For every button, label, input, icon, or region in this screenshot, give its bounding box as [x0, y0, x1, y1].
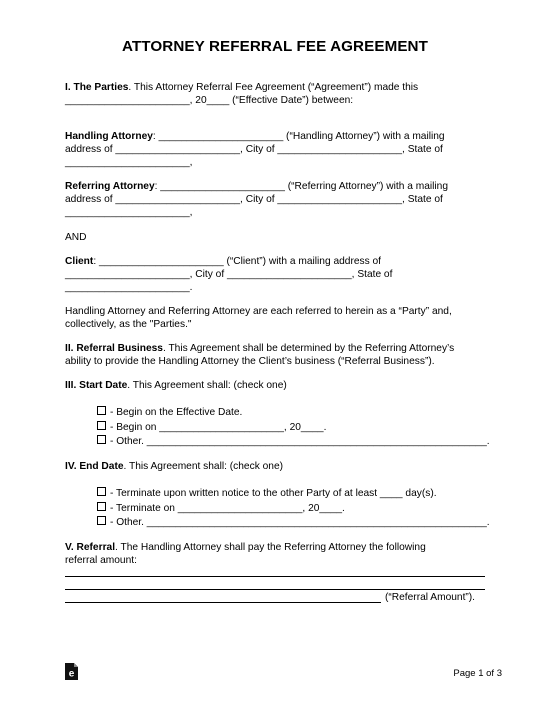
parties-text: . This Attorney Referral Fee Agreement (“Agreement”) made this [128, 82, 419, 93]
collective-line-1: Handling Attorney and Referring Attorney are each referred to herein as a “Party” and, [65, 306, 452, 317]
referring-label: Referring Attorney [65, 181, 155, 192]
end-option-3 [97, 516, 490, 530]
end-option-1 [97, 487, 437, 501]
referral-business-line-1 [65, 343, 495, 356]
start-option-3 [97, 435, 490, 449]
collective-line-2: collectively, as the "Parties." [65, 319, 192, 330]
checkbox[interactable] [97, 421, 106, 430]
end-date-line [65, 461, 495, 474]
referring-text: : ______________________ (“Referring Attorney”) with a mailing [154, 181, 448, 192]
eforms-logo-icon [65, 663, 78, 680]
parties-line-1 [65, 82, 495, 95]
svg-text:e: e [68, 668, 75, 680]
parties-line-2: ______________________, 20____ (“Effective Date”) between: [65, 95, 354, 106]
end-option-label: - Terminate on ______________________, 20____. [110, 503, 345, 514]
checkbox[interactable] [97, 435, 106, 444]
handling-line-2: address of ______________________, City of ______________________, State of [65, 144, 443, 155]
parties-heading: I. The Parties [65, 82, 129, 93]
referral-text: . The Handling Attorney shall pay the Referring Attorney the following [115, 542, 426, 553]
client-line-2: ______________________, City of ______________________, State of [65, 269, 393, 280]
referral-business-text: . This Agreement shall be determined by the Referring Attorney’s [162, 343, 455, 354]
referral-heading: V. Referral [65, 542, 116, 553]
client-label: Client [65, 256, 94, 267]
handling-line-3: ______________________, [65, 157, 193, 168]
end-option-label: - Other. ____________________________________________________________. [110, 517, 490, 528]
referral-line-2: referral amount: [65, 555, 137, 566]
referring-line-1 [65, 181, 495, 194]
and-text: AND [65, 232, 87, 243]
end-date-intro: . This Agreement shall: (check one) [123, 461, 284, 472]
start-option-1 [97, 406, 242, 420]
handling-label: Handling Attorney [65, 131, 153, 142]
referral-business-line-2: ability to provide the Handling Attorney the Client’s business (“Referral Business”). [65, 356, 435, 367]
end-option-label: - Terminate upon written notice to the other Party of at least ____ day(s). [110, 488, 437, 499]
handling-line-1 [65, 131, 495, 144]
client-line-1 [65, 256, 495, 269]
page-number: Page 1 of 3 [453, 668, 502, 679]
client-text: : ______________________ (“Client”) with a mailing address of [93, 256, 382, 267]
referral-line-1 [65, 542, 495, 555]
start-option-2 [97, 421, 326, 435]
referral-blank-line[interactable] [65, 589, 485, 590]
checkbox[interactable] [97, 516, 106, 525]
end-option-2 [97, 502, 345, 516]
document-title: ATTORNEY REFERRAL FEE AGREEMENT [121, 38, 429, 55]
checkbox[interactable] [97, 487, 106, 496]
start-date-intro: . This Agreement shall: (check one) [127, 380, 287, 391]
referral-amount-blank[interactable] [65, 602, 381, 603]
referral-blank-line[interactable] [65, 576, 485, 577]
referral-business-heading: II. Referral Business [65, 343, 163, 354]
referring-line-3: ______________________, [65, 207, 193, 218]
handling-text: : ______________________ (“Handling Attorney”) with a mailing [152, 131, 445, 142]
start-date-heading: III. Start Date [65, 380, 128, 391]
referring-line-2: address of ______________________, City of ______________________, State of [65, 194, 443, 205]
start-option-label: - Begin on ______________________, 20____. [110, 422, 327, 433]
referral-amount-label: (“Referral Amount”). [385, 592, 476, 603]
start-option-label: - Begin on the Effective Date. [110, 407, 243, 418]
checkbox[interactable] [97, 406, 106, 415]
end-date-heading: IV. End Date [65, 461, 124, 472]
client-line-3: ______________________. [65, 282, 193, 293]
start-option-label: - Other. ____________________________________________________________. [110, 436, 490, 447]
start-date-line [65, 380, 495, 393]
checkbox[interactable] [97, 502, 106, 511]
